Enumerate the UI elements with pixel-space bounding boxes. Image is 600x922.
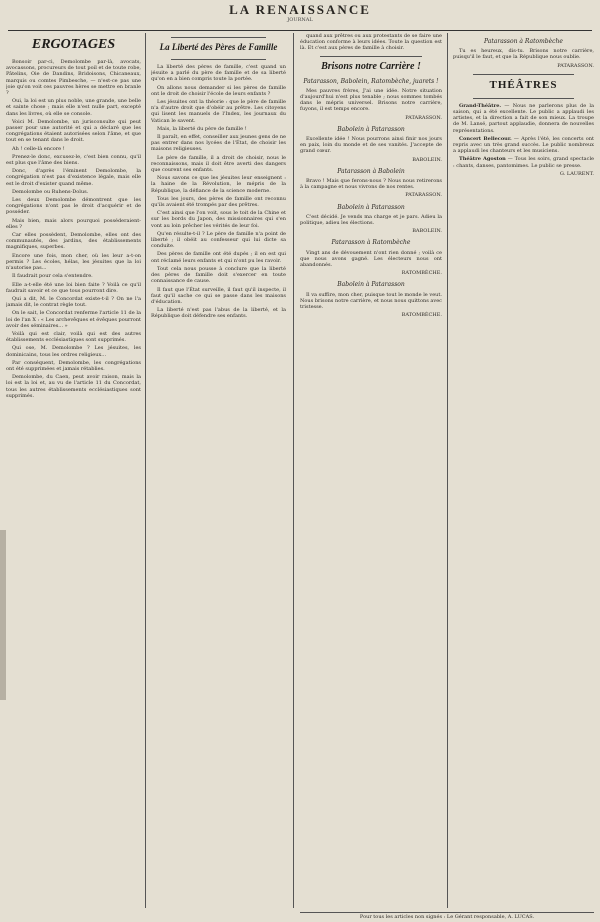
- paragraph: On allons nous demander si les pères de famille ont le droit de choisir l'école de leurs enfants ?: [151, 84, 286, 97]
- column-rule: [171, 59, 266, 60]
- paragraph: C'est ainsi que l'on voit, sous le toit de la Chine et sur les bords du Japon, des missionnaires qui s'en vont au loin prêcher les vérités de leur foi.: [151, 210, 286, 229]
- paragraph: Voilà qui est clair, voilà qui est des autres établissements ecclésiastiques sont supprimés.: [6, 330, 141, 344]
- theatre-entry: Concert Bellecour. — Après l'été, les concerts ont repris avec un très grand succès. Le public nombreux a applaudi les chanteurs et les musiciens.: [453, 135, 594, 155]
- letter-title: Babolein à Patarasson: [337, 281, 405, 289]
- letter-signature: BABOLEIN.: [412, 228, 442, 235]
- section-title-theatres: THÉÂTRES: [489, 78, 558, 91]
- paragraph: Les jésuites ont la théorie : que le père de famille n'a d'autre droit que d'obéir au prêtre. Les citoyens qui lisent les manuels de l'Index, les journaux du Vatican le savent.: [151, 99, 286, 124]
- paragraph: Demolombe, du Caen, peut avoir raison, mais la loi est la loi et, au vu de l'article 11 du Concordat, tous les autres établissements ecclésiastiques sont supprimés.: [6, 374, 141, 399]
- column-brisons: [300, 33, 442, 908]
- theatre-text: Tous les soirs, grand spectacle : chants, danses, pantomimes. Le public se presse.: [453, 156, 594, 169]
- column-liberte: [151, 33, 286, 908]
- letter-text: Il va suffire, mon cher, puisque tout le monde le veut. Nous brisons notre carrière, et nous nous quittons avec tristesse.: [300, 291, 442, 311]
- paragraph: Mais, la liberté du père de famille !: [157, 125, 247, 132]
- letter-signature: RATOMBÈCHE.: [401, 270, 442, 277]
- article-body-ergotages: [6, 59, 141, 399]
- theatre-name: Théâtre Agoston: [459, 156, 506, 163]
- column-rule: [171, 37, 266, 38]
- theatre-name: Concert Bellecour.: [459, 135, 512, 142]
- paragraph: Tout cela nous pousse à conclure que la liberté des pères de famille doit s'exercer en toute connaissance de cause.: [151, 265, 286, 285]
- paragraph: Ah ! celle-là encore !: [12, 145, 65, 152]
- column-rule: [473, 98, 574, 99]
- paragraph: Par conséquent, Demolombe, les congrégations ont été supprimées et jamais rétablies.: [6, 359, 141, 372]
- article-title-ergotages: ERGOTAGES: [31, 37, 116, 52]
- paragraph: Encore une fois, mon cher, où les leur a-t-on permis ? Les écoles, hélas, les jésuites que la loi n'autorise pas...: [6, 252, 141, 272]
- theatre-name: Grand-Théâtre.: [459, 102, 502, 109]
- paragraph: Voici M. Demolombe, un jurisconsulte qui peut passer pour une autorité et qui a déclaré que les congrégations étaient autorisées selon l'âme, et que tout en se tenant dans le droit.: [6, 118, 141, 144]
- article-intro: quand aux prêtres ou aux protestants de se faire une éducation conforme à leurs idées. Toute la question est là. Et c'est aux pères de famille à choisir.: [300, 33, 442, 52]
- column-rule: [473, 74, 574, 75]
- paragraph: Demolombe ou Ruhens-Dolus.: [12, 188, 89, 195]
- theatre-entry: Grand-Théâtre. — Nous ne parlerons plus de la saison, qui a été excellente. Le public a applaudi les artistes, et la direction a fait de son mieux. La troupe de M. Lansé, partout applaudie, donnera de nouvelles représentations.: [453, 102, 594, 134]
- letter-title: Patarasson à Ratombèche: [484, 38, 563, 45]
- paragraph: Prenez-le donc, excusez-le, c'est bien connu, qu'il est plus que l'âme des biens.: [6, 153, 141, 167]
- paragraph: Il faut que l'État surveille, il faut qu'il inspecte, il faut qu'il sache ce qui se passe dans les maisons d'éducation.: [151, 286, 286, 305]
- letter-signature: PATARASSON.: [405, 192, 442, 199]
- letter-signature: BABOLEIN.: [412, 156, 442, 163]
- column-divider: [293, 33, 294, 908]
- theatre-text: Nous ne parlerons plus de la saison, qui a été excellente. Le public a applaudi les artistes, et la direction a fait de son mieux. La troupe de M. Lansé, partout applaudie, donnera de nouvelles représentations.: [453, 102, 594, 134]
- section-signature: G. LAURENT.: [559, 170, 594, 177]
- paragraph: Des pères de famille ont été dupés ; il en est qui ont réclamé leurs enfants et qui n'ont pu les ravoir.: [151, 251, 286, 264]
- article-body-brisons: [300, 88, 442, 319]
- letter-signature: PATARASSON.: [557, 62, 594, 69]
- masthead-rule: [8, 30, 592, 31]
- letter-text: Mes pauvres frères, J'ai une idée. Notre situation d'aujourd'hui n'est plus tenable ; nous sommes tombés dans le mépris universel. Brisons notre carrière, fuyons, il est temps encore.: [300, 87, 442, 113]
- letter-text: C'est décidé. Je vends ma charge et je pars. Adieu la politique, adieu les élections.: [300, 213, 442, 227]
- paragraph: Bonsoir par-ci, Demolombe par-là, avocats, avocassons, procureurs de tout poil et de toute robe, Pâtelins, Oie de Dandins, Bridoisons, Chicaneaux, marquis ou comtes Pimbesche, — n'est-ce pas une joie qu'on voit ces pauvres hères se mettre en branle ?: [6, 59, 141, 97]
- masthead-subtitle: JOURNAL: [287, 17, 313, 23]
- paragraph: La liberté n'est pas l'abus de la liberté, et la République doit défendre ses enfants.: [151, 307, 286, 320]
- article-title-liberte: La Liberté des Pères de Famille: [159, 42, 278, 52]
- letter-title: Babolein à Patarasson: [337, 125, 405, 133]
- paragraph: Le père de famille, il a droit de choisir, nous le reconnaissons, mais il doit être averti des dangers que courent ses enfants.: [151, 154, 286, 174]
- paragraph: Elle a-t-elle été une loi bien faite ? Voilà ce qu'il faudrait savoir et ce que tous pourront dire.: [6, 281, 141, 294]
- paragraph: Car elles possèdent, Demolombe, elles ont des communautés, des jardins, des établissements magnifiques, superbes.: [6, 232, 141, 251]
- paragraph: Donc, d'après l'éminent Demolombe, la congrégation n'est pas d'existence légale, mais elle est le droit d'exister quand même.: [6, 168, 141, 187]
- column-divider: [447, 33, 448, 908]
- masthead: [0, 0, 600, 30]
- section-body-theatres: [453, 103, 594, 169]
- column-ergotages: [6, 33, 141, 908]
- letter-signature: BATOMBÈCHE.: [401, 312, 442, 319]
- article-body-liberte: [151, 64, 286, 320]
- article-dedication: Patarasson, Babolein, Ratombèche, juarets !: [303, 77, 439, 85]
- letter-text: Vingt ans de dévouement n'ont rien donné ; voilà ce que nous avons gagné. Les électeurs nous ont abandonnés.: [300, 249, 442, 269]
- letter-text: Tu es heureux, dis-tu. Brisons notre carrière, puisqu'il le faut, et que la République nous oublie.: [453, 48, 594, 61]
- theatre-entry: Théâtre Agoston — Tous les soirs, grand spectacle : chants, danses, pantomimes. Le public se presse.: [453, 156, 594, 169]
- paragraph: On le sait, le Concordat renferme l'article 11 de la loi de l'an X : « Les archevêques et évêques pourront avoir des séminaires... »: [6, 310, 141, 329]
- letter-title: Patarasson à Ratombèche: [331, 239, 411, 247]
- paragraph: Qu'en résulte-t-il ? Le père de famille n'a point de liberté ; il obéit au confesseur qui lui dicte sa conduite.: [151, 230, 286, 250]
- column-rule: [320, 56, 422, 57]
- article-title-brisons: Brisons notre Carrière !: [321, 60, 421, 72]
- paragraph: Qui ose, M. Demolombe ? Les jésuites, les dominicains, tous les ordres religieux...: [6, 345, 141, 358]
- paragraph: Nous savons ce que les jésuites leur enseignent : la haine de la Révolution, le mépris de la République, la défiance de la science moderne.: [151, 175, 286, 194]
- paragraph: La liberté des pères de famille, c'est quand un jésuite a parlé du père de famille et de sa liberté qu'on en a bien compris toute la portée.: [151, 64, 286, 83]
- paragraph: Oui, la loi est un plus noble, une grande, une belle et sainte chose ; mais elle n'est nulle part, excepté dans les livres, où elle se console.: [6, 98, 141, 117]
- letter-signature: PATARASSON.: [405, 114, 442, 121]
- paragraph: Les deux Demolombe démontrent que les congrégations n'ont pas le droit d'acquérir et de posséder.: [6, 197, 141, 216]
- paragraph: Tous les jours, des pères de famille ont reconnu qu'ils avaient été trompés par des prêtres.: [151, 195, 286, 209]
- paragraph: Il paraît, en effet, conseiller aux jeunes gens de ne pas entrer dans nos lycées de l'État, de choisir les maisons religieuses.: [151, 134, 286, 153]
- letter-text: Bravo ! Mais que ferons-nous ? Nous nous retirerons à la campagne et nous vivrons de nos rentes.: [300, 178, 442, 191]
- paragraph: Mais bien, mais alors pourquoi posséderaient-elles ?: [6, 217, 141, 230]
- letter-title: Patarasson à Babolein: [337, 167, 405, 175]
- column-divider: [145, 33, 146, 908]
- paragraph: Il faudrait pour cela s'entendre.: [12, 273, 93, 280]
- letter-title: Babolein à Patarasson: [337, 203, 405, 211]
- theatre-text: Après l'été, les concerts ont repris avec un très grand succès. Le public nombreux a applaudi les chanteurs et les musiciens.: [453, 135, 594, 155]
- letter-text: Excellente idée ! Nous pourrons ainsi finir nos jours en paix, loin du monde et de ses vanités. J'accepte de grand cœur.: [300, 136, 442, 155]
- footer-note: Pour tous les articles non signés : Le Gérant responsable, A. LUCAS.: [300, 912, 594, 920]
- masthead-title: LA RENAISSANCE: [229, 2, 371, 17]
- column-theatres: [453, 33, 594, 908]
- paragraph: Qui a dit, M. le Concordat existe-t-il ? On ne l'a jamais dit, le contrat règle tout.: [6, 295, 141, 309]
